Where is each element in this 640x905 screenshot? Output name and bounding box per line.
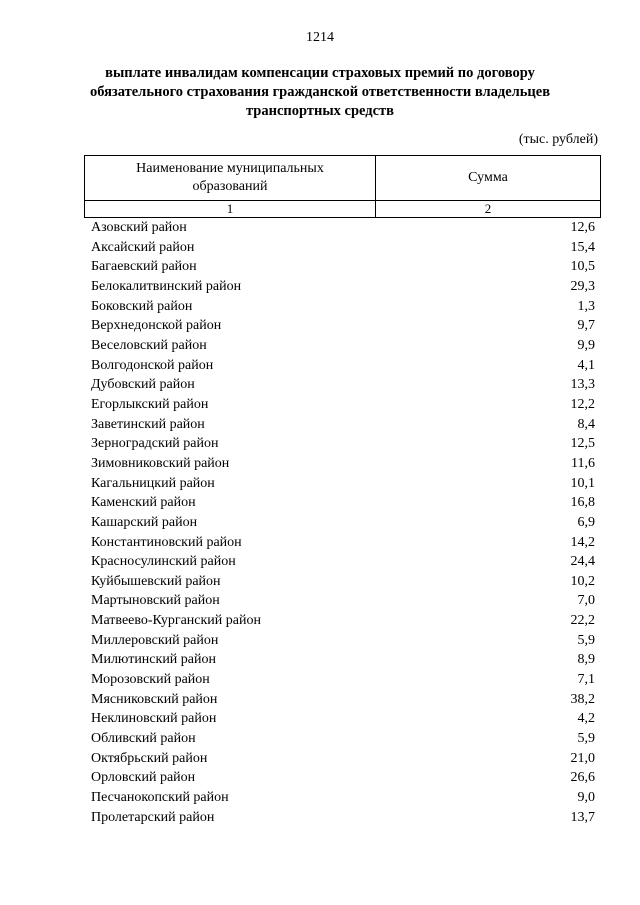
amount-value: 21,0 bbox=[570, 750, 595, 766]
amount-value: 9,0 bbox=[577, 790, 595, 806]
table-row bbox=[91, 709, 595, 729]
table-row bbox=[91, 375, 595, 395]
municipality-name: Белокалитвинский район bbox=[91, 278, 242, 294]
municipality-name: Дубовский район bbox=[91, 377, 195, 393]
amount-value: 6,9 bbox=[577, 514, 595, 530]
page-number: 1214 bbox=[306, 30, 334, 45]
table-row bbox=[91, 611, 595, 631]
municipality-name: Красносулинский район bbox=[91, 554, 236, 570]
table-row bbox=[91, 415, 595, 435]
municipality-name: Аксайский район bbox=[91, 239, 195, 255]
municipality-name: Обливский район bbox=[91, 731, 196, 747]
amount-value: 15,4 bbox=[570, 239, 595, 255]
municipality-name: Константиновский район bbox=[91, 534, 242, 550]
municipality-name: Пролетарский район bbox=[91, 809, 215, 825]
table-row bbox=[91, 277, 595, 297]
municipality-name: Куйбышевский район bbox=[91, 573, 221, 589]
municipality-name: Азовский район bbox=[91, 220, 187, 235]
table-header bbox=[84, 155, 601, 218]
table-row bbox=[91, 808, 595, 828]
table-row bbox=[91, 552, 595, 572]
title-line: транспортных средств bbox=[245, 103, 395, 119]
amount-value: 4,2 bbox=[577, 711, 595, 727]
amount-value: 5,9 bbox=[577, 632, 595, 648]
municipality-name: Неклиновский район bbox=[91, 711, 217, 727]
column-number: 2 bbox=[376, 201, 601, 218]
municipality-name: Кагальницкий район bbox=[91, 475, 215, 491]
municipality-name: Матвеево-Курганский район bbox=[91, 613, 261, 629]
municipality-name: Веселовский район bbox=[91, 337, 207, 353]
municipality-name: Заветинский район bbox=[91, 416, 205, 432]
table-row bbox=[91, 690, 595, 710]
amount-value: 12,5 bbox=[570, 436, 595, 452]
column-header-name-line: образований bbox=[192, 179, 268, 194]
table-row bbox=[91, 670, 595, 690]
table-row bbox=[91, 297, 595, 317]
amount-value: 5,9 bbox=[577, 731, 595, 747]
table-row bbox=[91, 316, 595, 336]
amount-value: 22,2 bbox=[570, 613, 595, 629]
amount-value: 13,3 bbox=[570, 377, 595, 393]
amount-value: 14,2 bbox=[570, 534, 595, 550]
column-header-sum: Сумма bbox=[376, 156, 601, 201]
table-row bbox=[91, 238, 595, 258]
amount-value: 8,9 bbox=[577, 652, 595, 668]
column-number: 1 bbox=[85, 201, 376, 218]
municipality-name: Каменский район bbox=[91, 495, 196, 511]
amount-value: 13,7 bbox=[570, 809, 595, 825]
municipality-name: Песчанокопский район bbox=[91, 790, 229, 806]
column-header-name-line: Наименование муниципальных bbox=[136, 161, 324, 176]
table-row bbox=[91, 434, 595, 454]
amount-value: 16,8 bbox=[570, 495, 595, 511]
table-row bbox=[91, 513, 595, 533]
municipality-name: Октябрьский район bbox=[91, 750, 208, 766]
amount-value: 29,3 bbox=[570, 278, 595, 294]
amount-value: 4,1 bbox=[577, 357, 595, 373]
amount-value: 7,0 bbox=[577, 593, 595, 609]
amount-value: 24,4 bbox=[570, 554, 595, 570]
table-row bbox=[91, 631, 595, 651]
units-label: (тыс. рублей) bbox=[518, 132, 598, 147]
amount-value: 38,2 bbox=[570, 691, 595, 707]
table-row bbox=[91, 650, 595, 670]
amount-value: 12,6 bbox=[570, 220, 595, 235]
table-row bbox=[91, 356, 595, 376]
title-line: обязательного страхования гражданской ответственности владельцев bbox=[89, 84, 551, 100]
municipality-name: Орловский район bbox=[91, 770, 196, 786]
municipality-name: Багаевский район bbox=[91, 259, 197, 275]
table-row bbox=[91, 493, 595, 513]
title-line: выплате инвалидам компенсации страховых премий по договору bbox=[105, 65, 535, 81]
amount-value: 10,2 bbox=[570, 573, 595, 589]
table-row bbox=[91, 768, 595, 788]
amount-value: 1,3 bbox=[577, 298, 595, 314]
table-row bbox=[91, 257, 595, 277]
amount-value: 26,6 bbox=[570, 770, 595, 786]
municipality-name: Мартыновский район bbox=[91, 593, 220, 609]
table-row bbox=[91, 788, 595, 808]
municipality-name: Морозовский район bbox=[91, 672, 210, 688]
table-row bbox=[91, 474, 595, 494]
table-row bbox=[91, 218, 595, 238]
municipality-name: Волгодонской район bbox=[91, 357, 214, 373]
amount-value: 9,9 bbox=[577, 337, 595, 353]
amount-value: 8,4 bbox=[577, 416, 595, 432]
municipality-name: Мясниковский район bbox=[91, 691, 218, 707]
table-row bbox=[91, 454, 595, 474]
municipality-name: Милютинский район bbox=[91, 652, 217, 668]
amount-value: 11,6 bbox=[571, 455, 595, 471]
table-row bbox=[91, 749, 595, 769]
municipality-name: Миллеровский район bbox=[91, 632, 219, 648]
municipality-name: Верхнедонской район bbox=[91, 318, 222, 334]
amount-value: 10,1 bbox=[570, 475, 595, 491]
table-row bbox=[91, 591, 595, 611]
amount-value: 9,7 bbox=[577, 318, 595, 334]
table-row bbox=[91, 729, 595, 749]
document-title bbox=[60, 64, 580, 121]
table-row bbox=[91, 336, 595, 356]
table-row bbox=[91, 572, 595, 592]
amount-value: 7,1 bbox=[577, 672, 595, 688]
municipality-name: Боковский район bbox=[91, 298, 193, 314]
municipality-name: Егорлыкский район bbox=[91, 396, 209, 412]
municipality-name: Зимовниковский район bbox=[91, 455, 230, 471]
table-body bbox=[91, 218, 595, 827]
table-row bbox=[91, 395, 595, 415]
municipality-name: Зерноградский район bbox=[91, 436, 219, 452]
amount-value: 10,5 bbox=[570, 259, 595, 275]
table-row bbox=[91, 533, 595, 553]
column-header-name bbox=[85, 156, 376, 201]
amount-value: 12,2 bbox=[570, 396, 595, 412]
municipality-name: Кашарский район bbox=[91, 514, 198, 530]
